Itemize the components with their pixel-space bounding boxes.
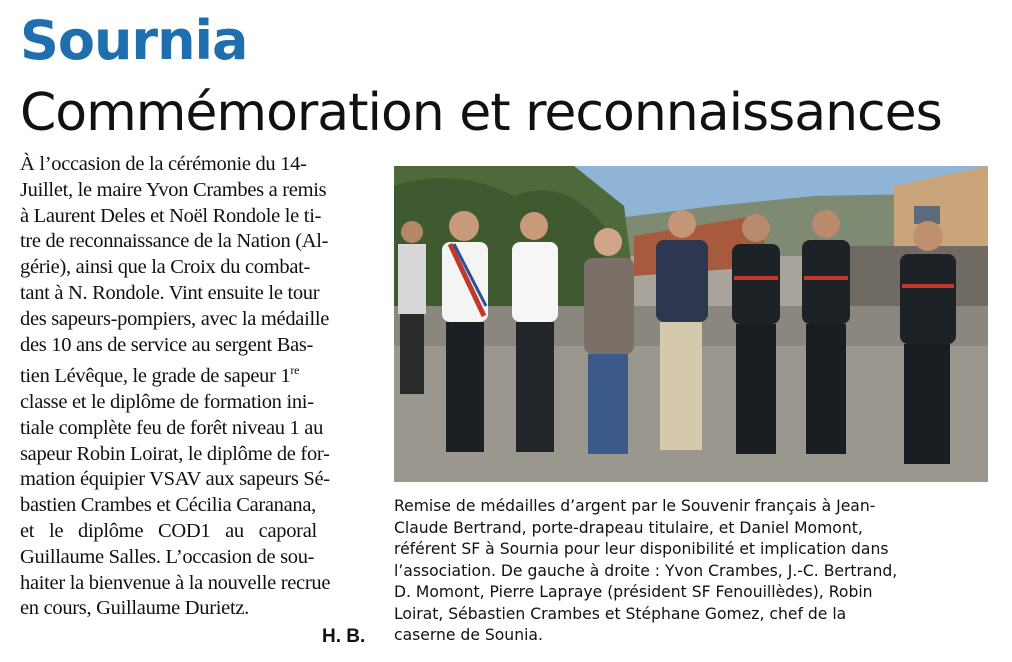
- caption-line: D. Momont, Pierre Lapraye (président SF Fenouillèdes), Robin: [394, 583, 873, 601]
- article-headline: Commémoration et reconnaissances: [20, 83, 942, 143]
- ceremony-photo: [394, 166, 988, 482]
- body-line: tre de reconnaissance de la Nation (Al-: [20, 230, 329, 253]
- body-line: mation équipier VSAV aux sapeurs Sé-: [20, 468, 330, 491]
- body-line-text: tien Lévêque, le grade de sapeur 1: [20, 365, 291, 388]
- body-line: [20, 358, 370, 390]
- caption-line: Remise de médailles d’argent par le Souvenir français à Jean-: [394, 497, 876, 515]
- body-line: classe et le diplôme de formation ini-: [20, 391, 314, 413]
- section-kicker: Sournia: [20, 9, 248, 72]
- person-3: [584, 228, 634, 454]
- caption-line: référent SF à Sournia pour leur disponibilité et implication dans: [394, 540, 889, 558]
- body-line: et le diplôme COD1 au caporal: [20, 519, 317, 542]
- body-line: À l’occasion de la cérémonie du 14-: [20, 153, 307, 175]
- body-line: Guillaume Salles. L’occasion de sou-: [20, 545, 315, 568]
- person-6: [802, 210, 850, 454]
- person-4: [656, 210, 708, 450]
- bystander: [398, 221, 426, 394]
- person-7: [900, 221, 956, 464]
- body-line: gérie), ainsi que la Croix du combat-: [20, 256, 311, 279]
- body-line: des 10 ans de service au sergent Bas-: [20, 333, 314, 356]
- author-signature: H. B.: [322, 626, 366, 647]
- person-2: [512, 212, 558, 452]
- caption-line: Loirat, Sébastien Crambes et Stéphane Gomez, chef de la: [394, 604, 847, 623]
- photo-illustration: [394, 166, 988, 482]
- body-line: sapeur Robin Loirat, le diplôme de for-: [20, 442, 330, 465]
- body-line: haiter la bienvenue à la nouvelle recrue: [20, 571, 331, 594]
- body-line: des sapeurs-pompiers, avec la médaille: [20, 307, 330, 330]
- photo-caption: [394, 496, 994, 647]
- body-line: tant à N. Rondole. Vint ensuite le tour: [20, 281, 320, 304]
- body-line: en cours, Guillaume Durietz.: [20, 597, 249, 620]
- person-5: [732, 214, 780, 454]
- body-line: à Laurent Deles et Noël Rondole le ti-: [20, 204, 322, 227]
- caption-line: l’association. De gauche à droite : Yvon Crambes, J.-C. Bertrand,: [394, 561, 898, 580]
- caption-line: Claude Bertrand, porte-drapeau titulaire, et Daniel Momont,: [394, 518, 863, 537]
- body-line: Juillet, le maire Yvon Crambes a remis: [20, 178, 327, 201]
- caption-line: caserne de Sounia.: [394, 626, 543, 644]
- article-body: [20, 152, 370, 622]
- body-line: bastien Crambes et Cécilia Caranana,: [20, 494, 317, 517]
- ordinal-superscript: re: [290, 363, 300, 378]
- person-1: [442, 211, 488, 452]
- body-line: tiale complète feu de forêt niveau 1 au: [20, 416, 324, 439]
